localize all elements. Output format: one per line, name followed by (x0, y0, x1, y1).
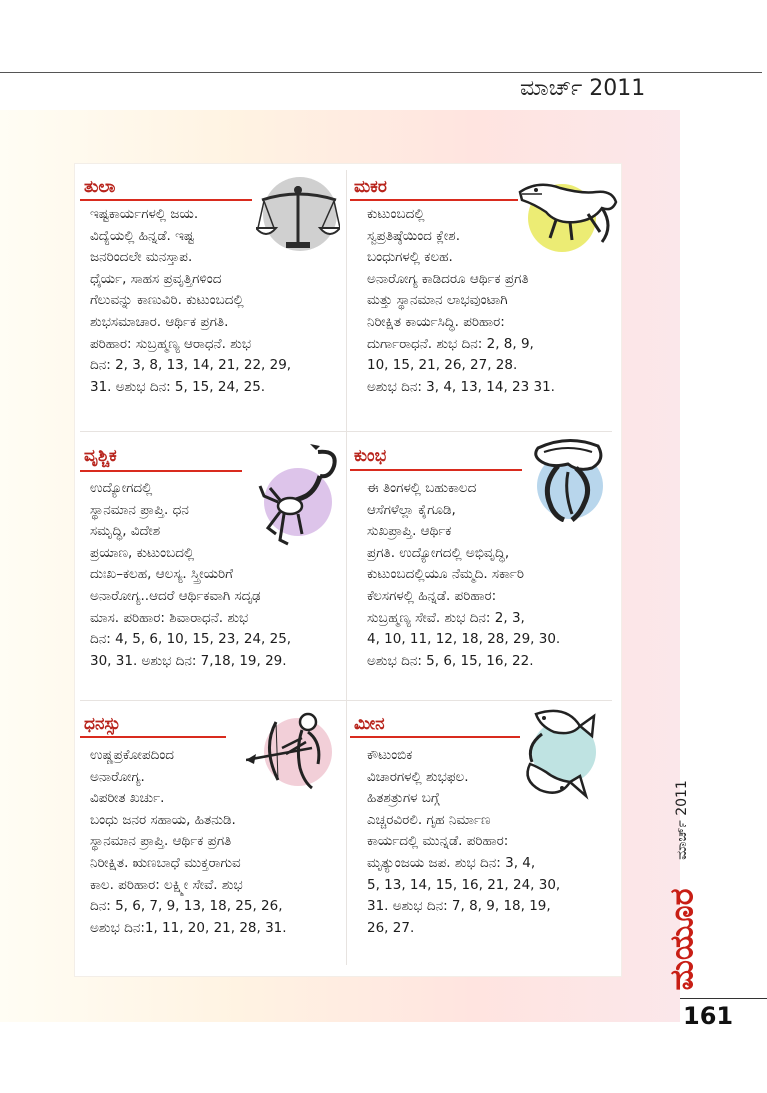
text-line: ಬಂಧು ಜನರ ಸಹಾಯ, ಹಿತನುಡಿ. (90, 811, 236, 828)
text-line: ದಿನ: 4, 5, 6, 10, 15, 23, 24, 25, (90, 631, 292, 648)
text-line: 4, 10, 11, 12, 18, 28, 29, 30. (367, 631, 561, 648)
text-line: ಸ್ಥಾನಮಾನ ಪ್ರಾಪ್ತಿ. ಆರ್ಥಿಕ ಪ್ರಗತಿ (90, 833, 232, 850)
text-line: ಉದ್ಯೋಗದಲ್ಲಿ (90, 480, 153, 496)
text-line: 31. ಅಶುಭ ದಿನ: 7, 8, 9, 18, 19, (367, 898, 551, 915)
text-line: ಸ್ಥಾನಮಾನ ಪ್ರಾಪ್ತಿ. ಧನ (90, 501, 189, 518)
text-line: 30, 31. ಅಶುಭ ದಿನ: 7,18, 19, 29. (90, 652, 287, 669)
sign-body-tula (84, 204, 291, 398)
footer-rule (680, 998, 767, 999)
text-line: ದಿನ: 2, 3, 8, 13, 14, 21, 22, 29, (90, 357, 292, 374)
text-line: ಈ ತಿಂಗಳಲ್ಲಿ ಬಹುಕಾಲದ (367, 480, 477, 496)
text-line: ದಿನ: 5, 6, 7, 9, 13, 18, 25, 26, (90, 898, 283, 915)
sign-body-kumbha (367, 478, 560, 672)
text-line: ದುರ್ಗಾರಾಧನೆ. ಶುಭ ದಿನ: 2, 8, 9, (367, 335, 534, 352)
sign-title-makara: ಮಕರ (354, 177, 387, 197)
brand-logo-text: ಮಯೂರ (662, 887, 701, 991)
sidebar-month-text: ಮಾರ್ಚ್ 2011 (674, 780, 690, 860)
sign-title-kumbha: ಕುಂಭ (354, 446, 387, 466)
sign-body-makara (367, 204, 555, 398)
text-line: ವಿಪರೀತ ಖರ್ಚು. (90, 790, 165, 807)
text-line: ಕೆಲಸಗಳಲ್ಲಿ ಹಿನ್ನಡೆ. ಪರಿಹಾರ: (367, 587, 497, 604)
text-line: ಅನಾರೋಗ್ಯ. (90, 768, 145, 785)
text-line: ಉಷ್ಣಪ್ರಕೋಪದಿಂದ (90, 747, 175, 763)
text-line: 31. ಅಶುಭ ದಿನ: 5, 15, 24, 25. (90, 378, 266, 395)
text-line: ಕುಟುಂಬದಲ್ಲಿ (367, 206, 425, 222)
text-line: ಸುಖಪ್ರಾಪ್ತಿ. ಆರ್ಥಿಕ (367, 523, 452, 540)
text-line: ಕುಟುಂಬದಲ್ಲಿಯೂ ನೆಮ್ಮದಿ. ಸರ್ಕಾರಿ (367, 566, 525, 583)
sign-title-dhanassu: ಧನಸ್ಸು (84, 714, 121, 734)
text-line: ಎಚ್ಚರವಿರಲಿ. ಗೃಹ ನಿರ್ಮಾಣ (367, 811, 491, 828)
column-divider (346, 170, 347, 965)
title-underline (80, 199, 252, 201)
text-line: ನಿರೀಕ್ಷಿತ ಕಾರ್ಯಸಿದ್ಧಿ. ಪರಿಹಾರ: (367, 313, 505, 330)
text-line: ಕೌಟುಂಬಿಕ (367, 747, 413, 763)
text-line: ಅಶುಭ ದಿನ:1, 11, 20, 21, 28, 31. (90, 919, 287, 936)
sidebar-brand (660, 880, 704, 998)
text-line: 26, 27. (367, 919, 415, 936)
page-header-title: ಮಾರ್ಚ್ 2011 (520, 76, 646, 101)
sign-body-meena (367, 745, 560, 939)
row-divider (80, 431, 612, 432)
title-underline (350, 736, 520, 738)
text-line: ಸುಬ್ರಹ್ಮಣ್ಯ ಸೇವೆ. ಶುಭ ದಿನ: 2, 3, (367, 609, 525, 626)
sign-title-vrishchika: ವೃಶ್ಚಿಕ (84, 446, 117, 466)
title-underline (350, 199, 518, 201)
text-line: 10, 15, 21, 26, 27, 28. (367, 357, 518, 374)
text-line: ಧೈರ್ಯ, ಸಾಹಸ ಪ್ರವೃತ್ತಿಗಳಿಂದ (90, 270, 222, 287)
text-line: ಸಮೃದ್ಧಿ, ವಿದೇಶ (90, 523, 161, 540)
text-line: ವಿದ್ಯೆಯಲ್ಲಿ ಹಿನ್ನಡೆ. ಇಷ್ಟ (90, 227, 195, 244)
title-underline (80, 470, 242, 472)
sign-title-tula: ತುಲಾ (84, 177, 116, 197)
text-line: ಶುಭಸಮಾಚಾರ. ಆರ್ಥಿಕ ಪ್ರಗತಿ. (90, 313, 229, 330)
text-line: ಪರಿಹಾರ: ಸುಬ್ರಹ್ಮಣ್ಯ ಆರಾಧನೆ. ಶುಭ (90, 335, 252, 352)
sign-title-meena: ಮೀನ (354, 714, 385, 734)
text-line: ದುಃಖ–ಕಲಹ, ಆಲಸ್ಯ. ಸ್ತ್ರೀಯರಿಗೆ (90, 566, 234, 583)
text-line: ಕಾಲ. ಪರಿಹಾರ: ಲಕ್ಷ್ಮೀ ಸೇವೆ. ಶುಭ (90, 876, 243, 893)
text-line: ಮಾಸ. ಪರಿಹಾರ: ಶಿವಾರಾಧನೆ. ಶುಭ (90, 609, 249, 626)
text-line: ಕಾರ್ಯದಲ್ಲಿ ಮುನ್ನಡೆ. ಪರಿಹಾರ: (367, 833, 509, 850)
text-line: ಅನಾರೋಗ್ಯ..ಆದರೆ ಆರ್ಥಿಕವಾಗಿ ಸದೃಢ (90, 587, 261, 604)
text-line: ಮತ್ತು ಸ್ಥಾನಮಾನ ಲಾಭವುಂಟಾಗಿ (367, 292, 508, 309)
top-rule (0, 72, 762, 73)
text-line: ಪ್ರಯಾಣ, ಕುಟುಂಬದಲ್ಲಿ (90, 544, 195, 561)
sidebar-month-label (671, 780, 693, 860)
page-number: 161 (683, 1002, 734, 1030)
text-line: ಅಶುಭ ದಿನ: 5, 6, 15, 16, 22. (367, 652, 534, 669)
text-line: 5, 13, 14, 15, 16, 21, 24, 30, (367, 876, 561, 893)
row-divider (80, 700, 612, 701)
sign-body-dhanassu (84, 745, 287, 939)
sign-body-vrishchika (84, 478, 291, 672)
text-line: ಅಶುಭ ದಿನ: 3, 4, 13, 14, 23 31. (367, 378, 555, 395)
text-line: ನಿರೀಕ್ಷಿತ. ಋಣಬಾಧೆ ಮುಕ್ತರಾಗುವ (90, 854, 241, 871)
text-line: ಪ್ರಗತಿ. ಉದ್ಯೋಗದಲ್ಲಿ ಅಭಿವೃದ್ಧಿ, (367, 544, 510, 561)
text-line: ವಿಚಾರಗಳಲ್ಲಿ ಶುಭಫಲ. (367, 768, 469, 785)
text-line: ಸ್ವಪ್ರತಿಷ್ಠೆಯಿಂದ ಕ್ಲೇಶ. (367, 227, 460, 244)
text-line: ಇಷ್ಟಕಾರ್ಯಗಳಲ್ಲಿ ಜಯ. (90, 206, 199, 222)
title-underline (80, 736, 226, 738)
text-line: ಬಂಧುಗಳಲ್ಲಿ ಕಲಹ. (367, 249, 453, 266)
text-line: ಆಸೆಗಳೆಲ್ಲಾ ಕೈಗೂಡಿ, (367, 501, 456, 518)
text-line: ಹಿತಶತ್ರುಗಳ ಬಗ್ಗೆ (367, 790, 440, 807)
text-line: ಅನಾರೋಗ್ಯ ಕಾಡಿದರೂ ಆರ್ಥಿಕ ಪ್ರಗತಿ (367, 270, 529, 287)
text-line: ಮೃತ್ಯುಂಜಯ ಜಪ. ಶುಭ ದಿನ: 3, 4, (367, 854, 536, 871)
text-line: ಗೆಲುವನ್ನು ಕಾಣುವಿರಿ. ಕುಟುಂಬದಲ್ಲಿ (90, 292, 244, 309)
title-underline (350, 469, 522, 471)
text-line: ಜನರಿಂದಲೇ ಮನಸ್ತಾಪ. (90, 249, 193, 266)
